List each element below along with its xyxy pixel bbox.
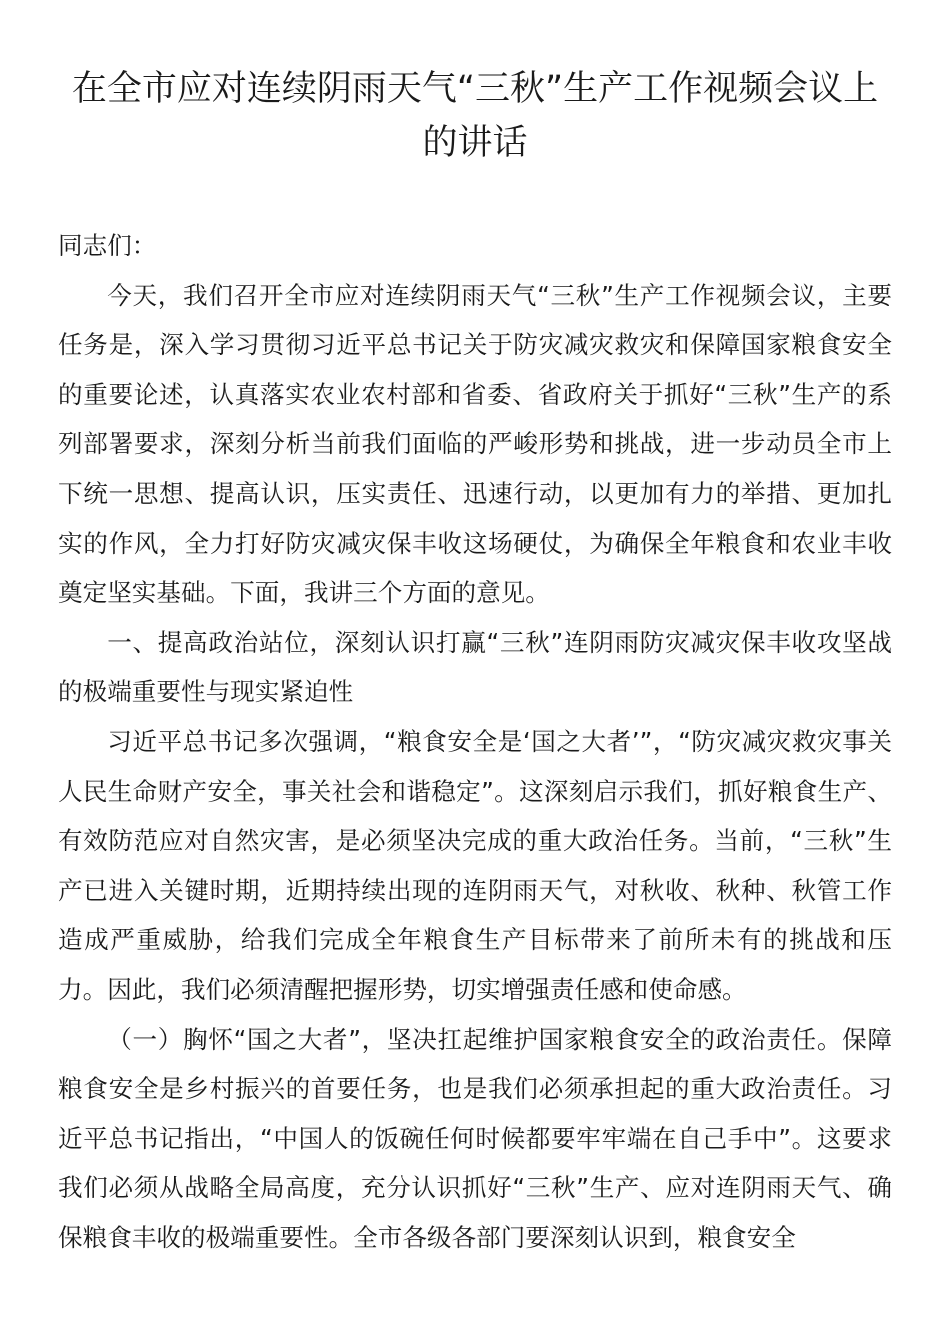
paragraph-section-1: 习近平总书记多次强调，“粮食安全是‘国之大者’”，“防灾减灾救灾事关人民生命财产安全，事关社会和谐稳定”。这深刻启示我们，抓好粮食生产、有效防范应对自然灾害，是必须坚决完成的重大政治任务。当前，“三秋”生产已进入关键时期，近期持续出现的连阴雨天气，对秋收、秋种、秋管工作造成严重威胁，给我们完成全年粮食生产目标带来了前所未有的挑战和压力。因此，我们必须清醒把握形势，切实增强责任感和使命感。 xyxy=(58,726,892,1004)
document-title: 在全市应对连续阴雨天气“三秋”生产工作视频会议上的讲话 xyxy=(71,69,879,163)
paragraph-subsection-1: （一）胸怀“国之大者”，坚决扛起维护国家粮食安全的政治责任。保障粮食安全是乡村振兴的首要任务，也是我们必须承担起的重大政治责任。习近平总书记指出，“中国人的饭碗任何时候都要牢牢端在自己手中”。这要求我们必须从战略全局高度，充分认识抓好“三秋”生产、应对连阴雨天气、确保粮食丰收的极端重要性。全市各级各部门要深刻认识到，粮食安全 xyxy=(58,1024,892,1252)
section-heading-1: 一、提高政治站位，深刻认识打赢“三秋”连阴雨防灾减灾保丰收攻坚战的极端重要性与现实紧迫性 xyxy=(58,627,892,707)
salutation: 同志们： xyxy=(58,231,157,260)
paragraph-intro: 今天，我们召开全市应对连续阴雨天气“三秋”生产工作视频会议，主要任务是，深入学习贯彻习近平总书记关于防灾减灾救灾和保障国家粮食安全的重要论述，认真落实农业农村部和省委、省政府关于抓好“三秋”生产的系列部署要求，深刻分析当前我们面临的严峻形势和挑战，进一步动员全市上下统一思想、提高认识，压实责任、迅速行动，以更加有力的举措、更加扎实的作风，全力打好防灾减灾保丰收这场硬仗，为确保全年粮食和农业丰收奠定坚实基础。下面，我讲三个方面的意见。 xyxy=(58,280,892,608)
document-body xyxy=(58,221,892,1262)
